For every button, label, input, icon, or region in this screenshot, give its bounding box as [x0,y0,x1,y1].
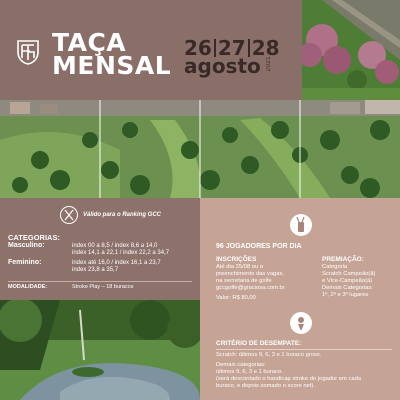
masculino-line-2: index 14,1 a 22,1 / index 22,2 a 34,7 [72,250,170,256]
inscricoes-title: INSCRIÇÕES [216,256,257,263]
golf-clubs-icon [60,206,78,224]
criterio-demais-3: (será descontado o handicap stroke do jogador em cada [216,376,362,382]
photo-aerial-course [0,100,400,198]
feminino-line-1: index até 16,0 / index 16,1 a 23,7 [72,260,161,266]
jogadores-por-dia: 96 JOGADORES POR DIA [216,243,302,250]
date-day-3: 28 [251,36,280,60]
inscricoes-line-2: preenchimento das vagas, [216,271,284,277]
photo-lake-fountain [0,300,200,400]
premiacao-line-2: Scratch Campeão(ã) [322,271,376,277]
criterio-scratch: Scratch: últimos 9, 6, 3 e 1 buraco gross. [216,352,322,358]
golf-bag-icon [290,214,312,236]
divider [8,281,192,282]
premiacao-line-4: Demais Categorias: [322,285,373,291]
criterio-demais-2: últimos 9, 6, 3 e 1 buraco. [216,369,283,375]
premiacao-title: PREMIAÇÃO: [322,256,364,263]
modalidade-label: MODALIDADE: [8,284,48,290]
inscricoes-email[interactable]: gccgolfe@graciosa.com.br [216,285,285,291]
event-year: 2021 [266,56,272,72]
criterio-demais-1: Demais categorias: [216,362,266,368]
criterio-title: CRITÉRIO DE DESEMPATE: [216,340,302,347]
masculino-line-1: index 00 a 8,5 / index 8,6 a 14,0 [72,243,158,249]
inscricoes-line-1: Até dia 25/08 ou o [216,264,264,270]
premiacao-line-5: 1º, 2º e 3º lugares [322,292,369,298]
photo-flowering-tree [302,0,400,100]
date-day-1: 26 [184,36,212,60]
feminino-line-2: index 23,8 a 35,7 [72,267,119,273]
categories-title: CATEGORIAS: [8,233,60,242]
modalidade-value: Stroke Play – 18 buracos [72,284,134,290]
event-month: agosto [184,54,261,78]
date-day-2: 27 [217,36,246,60]
criterio-demais-4: buraco, e depois somado o score net). [216,383,315,389]
premiacao-line-3: e Vice-Campeão(ã) [322,278,373,284]
club-logo-icon [14,38,42,66]
premiacao-line-1: Categoria [322,264,348,270]
feminino-label: Feminino: [8,259,42,266]
golf-tee-icon [290,312,312,334]
inscricoes-valor: Valor: R$ 80,00 [216,295,256,301]
title-line1: TAÇA [52,28,127,57]
ranking-note: Válido para o Ranking GCC [83,212,162,218]
masculino-label: Masculino: [8,242,45,249]
divider [216,349,392,350]
title-line2: MENSAL [52,51,172,80]
inscricoes-line-3: na secretaria de golfe [216,278,272,284]
